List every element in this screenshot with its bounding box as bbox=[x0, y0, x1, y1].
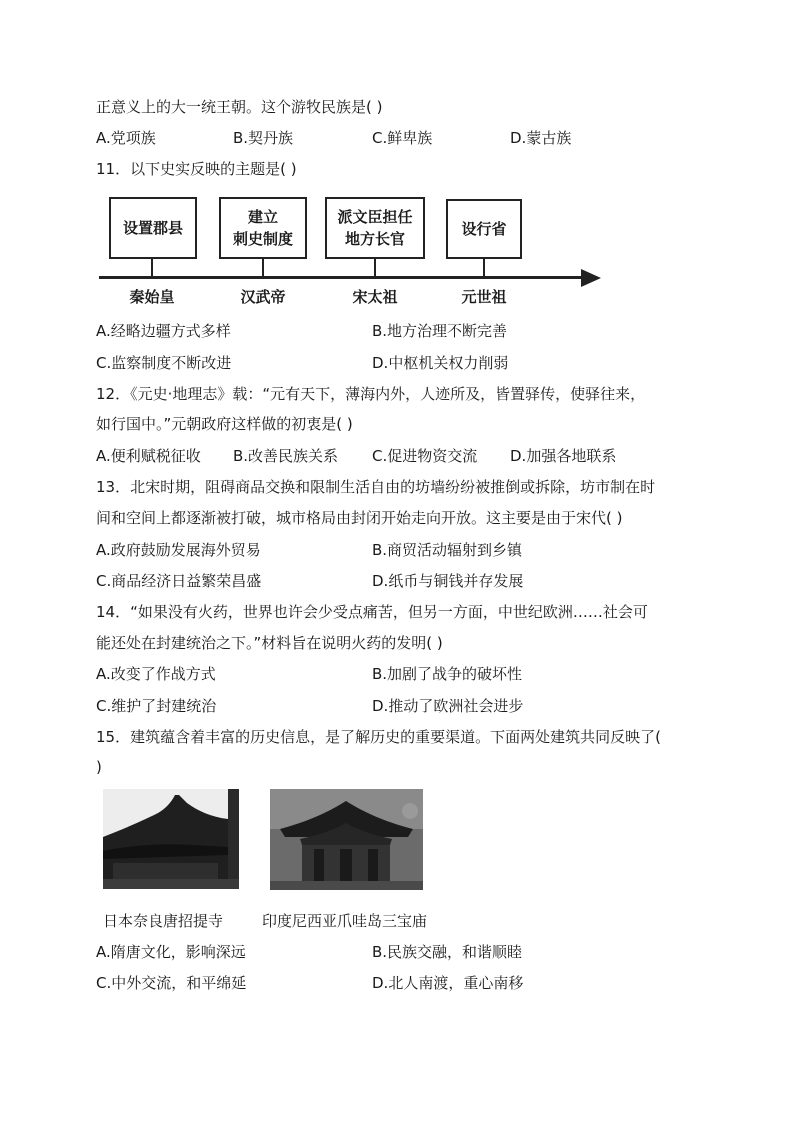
timeline-stem-2 bbox=[262, 259, 264, 277]
q15-option-d: D.北人南渡，重心南移 bbox=[372, 974, 524, 992]
toshodaiji-temple-photo bbox=[103, 789, 239, 889]
q15-option-b: B.民族交融，和谐顺睦 bbox=[372, 943, 523, 961]
timeline-label-4: 元世祖 bbox=[461, 288, 507, 306]
q13-option-a: A.政府鼓励发展海外贸易 bbox=[96, 541, 261, 559]
timeline-label-2: 汉武帝 bbox=[240, 288, 286, 306]
timeline-arrow-icon bbox=[581, 269, 601, 287]
q13-option-d: D.纸币与铜钱并存发展 bbox=[372, 572, 524, 590]
q13-option-c: C.商品经济日益繁荣昌盛 bbox=[96, 572, 262, 590]
q10-option-c: C.鲜卑族 bbox=[372, 129, 433, 147]
q14-option-a: A.改变了作战方式 bbox=[96, 665, 216, 683]
q12-option-a: A.便利赋税征收 bbox=[96, 447, 201, 465]
q10-option-a: A.党项族 bbox=[96, 129, 156, 147]
timeline-box-4: 设行省 bbox=[446, 199, 522, 259]
q12-option-c: C.促进物资交流 bbox=[372, 447, 478, 465]
timeline-label-1: 秦始皇 bbox=[129, 288, 175, 306]
temple-silhouette-image bbox=[103, 789, 239, 889]
photo-caption-1: 日本奈良唐招提寺 bbox=[103, 912, 224, 930]
sam-poo-kong-temple-photo bbox=[270, 789, 423, 890]
q13-stem-line1: 13．北宋时期，阻碍商品交换和限制生活自由的坊墙纷纷被推倒或拆除，坊市制在时 bbox=[96, 478, 656, 496]
q10-option-d: D.蒙古族 bbox=[510, 129, 572, 147]
q14-stem-line1: 14．“如果没有火药，世界也许会少受点痛苦，但另一方面，中世纪欧洲……社会可 bbox=[96, 603, 648, 621]
timeline-label-3: 宋太祖 bbox=[352, 288, 398, 306]
timeline-axis bbox=[99, 276, 583, 279]
q15-option-c: C.中外交流，和平绵延 bbox=[96, 974, 247, 992]
q14-stem-line2: 能还处在封建统治之下。”材料旨在说明火药的发明( ) bbox=[96, 634, 443, 652]
timeline-stem-1 bbox=[151, 259, 153, 277]
q15-option-a: A.隋唐文化，影响深远 bbox=[96, 943, 246, 961]
photo-caption-2: 印度尼西亚爪哇岛三宝庙 bbox=[262, 912, 428, 930]
q14-option-c: C.维护了封建统治 bbox=[96, 697, 217, 715]
q14-option-b: B.加剧了战争的破坏性 bbox=[372, 665, 523, 683]
q12-option-b: B.改善民族关系 bbox=[233, 447, 339, 465]
q13-option-b: B.商贸活动辐射到乡镇 bbox=[372, 541, 523, 559]
q12-stem-line2: 如行国中。”元朝政府这样做的初衷是( ) bbox=[96, 415, 353, 433]
q12-option-d: D.加强各地联系 bbox=[510, 447, 617, 465]
q11-option-b: B.地方治理不断完善 bbox=[372, 322, 508, 340]
q15-stem-line1: 15．建筑蕴含着丰富的历史信息，是了解历史的重要渠道。下面两处建筑共同反映了( bbox=[96, 728, 661, 746]
timeline-box-3: 派文臣担任 地方长官 bbox=[325, 197, 425, 259]
timeline-stem-3 bbox=[374, 259, 376, 277]
temple-roof-image bbox=[270, 789, 423, 890]
timeline-stem-4 bbox=[483, 259, 485, 277]
timeline-box-2: 建立 刺史制度 bbox=[219, 197, 307, 259]
q13-stem-line2: 间和空间上都逐渐被打破，城市格局由封闭开始走向开放。这主要是由于宋代( ) bbox=[96, 509, 623, 527]
q14-option-d: D.推动了欧洲社会进步 bbox=[372, 697, 524, 715]
timeline-box-1: 设置郡县 bbox=[109, 197, 197, 259]
q12-stem-line1: 12．《元史·地理志》载：“元有天下，薄海内外，人迹所及，皆置驿传，使驿往来， bbox=[96, 385, 646, 403]
q11-stem: 11．以下史实反映的主题是( ) bbox=[96, 160, 297, 178]
q11-option-d: D.中枢机关权力削弱 bbox=[372, 354, 509, 372]
q11-option-a: A.经略边疆方式多样 bbox=[96, 322, 231, 340]
q10-option-b: B.契丹族 bbox=[233, 129, 294, 147]
q11-option-c: C.监察制度不断改进 bbox=[96, 354, 232, 372]
q15-stem-line2: ) bbox=[96, 758, 102, 776]
q10-stem-tail: 正意义上的大一统王朝。这个游牧民族是( ) bbox=[96, 98, 383, 116]
